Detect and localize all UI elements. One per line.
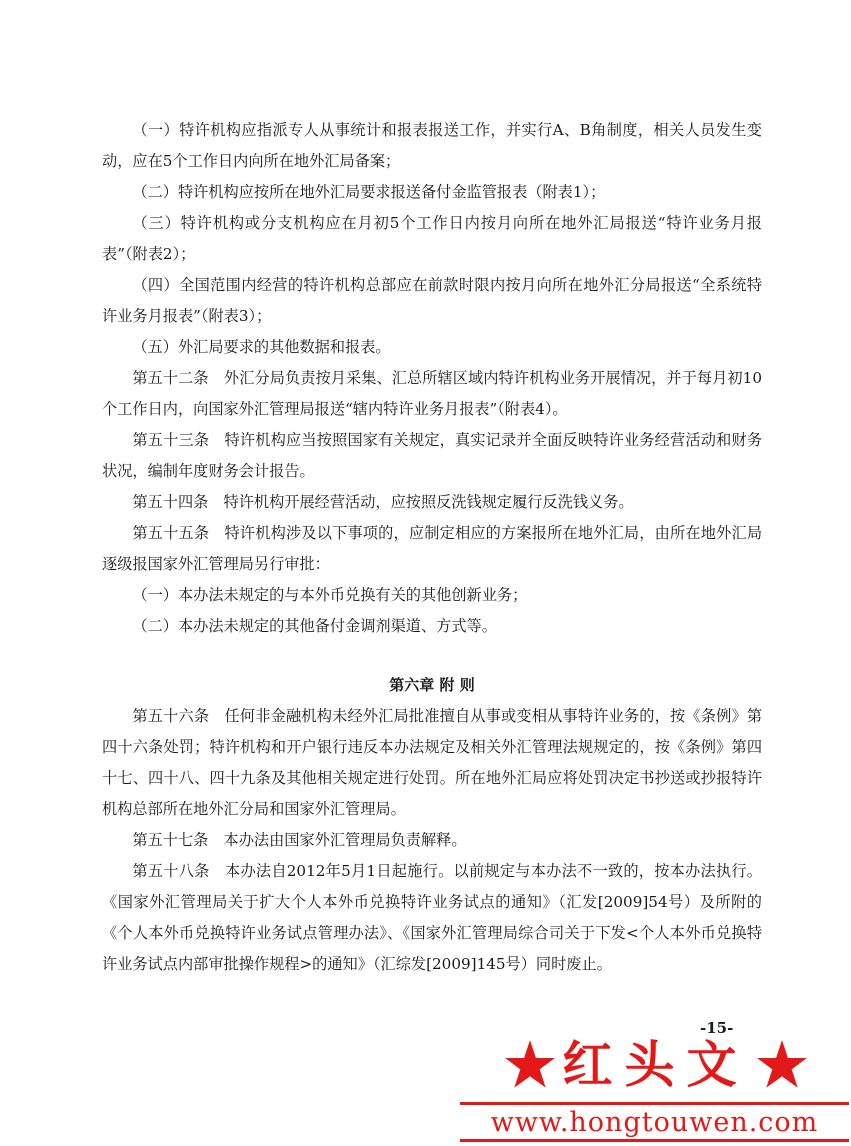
article-56: 第五十六条 任何非金融机构未经外汇局批准擅自从事或变相从事特许业务的，按《条例》第四十六条处罚；特许机构和开户银行违反本办法规定及相关外汇管理法规规定的，按《条例》第四十七、四十八、四十九条及其他相关规定进行处罚。所在地外汇局应将处罚决定书抄送或抄报特许机构总部所在地外汇分局和国家外汇管理局。 [102, 707, 762, 818]
watermark-url: www.hongtouwen.com [490, 1106, 819, 1138]
article-52: 第五十二条 外汇分局负责按月采集、汇总所辖区域内特许机构业务开展情况，并于每月初10个工作日内，向国家外汇管理局报送“辖内特许业务月报表”（附表4）。 [102, 369, 762, 418]
article-57: 第五十七条 本办法由国家外汇管理局负责解释。 [132, 831, 467, 849]
article-54: 第五十四条 特许机构开展经营活动，应按照反洗钱规定履行反洗钱义务。 [132, 493, 634, 511]
star-icon [755, 1038, 809, 1092]
watermark-logo [460, 1030, 851, 1146]
paragraph: （一）本办法未规定的与本外币兑换有关的其他创新业务； [132, 586, 528, 604]
article-53: 第五十三条 特许机构应当按照国家有关规定，真实记录并全面反映特许业务经营活动和财务状况，编制年度财务会计报告。 [102, 431, 762, 480]
paragraph: （二）本办法未规定的其他备付金调剂渠道、方式等。 [132, 617, 497, 635]
paragraph: （四）全国范围内经营的特许机构总部应在前款时限内按月向所在地外汇分局报送“全系统特许业务月报表”（附表3）； [102, 276, 762, 325]
paragraph: （五）外汇局要求的其他数据和报表。 [132, 338, 391, 356]
watermark-title: 红头文 [562, 1036, 749, 1094]
document-body [102, 115, 762, 980]
paragraph: （一）特许机构应指派专人从事统计和报表报送工作，并实行A、B角制度，相关人员发生变动，应在5个工作日内向所在地外汇局备案； [102, 121, 762, 170]
paragraph: （二）特许机构应按所在地外汇局要求报送备付金监管报表（附表1）； [132, 183, 606, 201]
article-58: 第五十八条 本办法自2012年5月1日起施行。以前规定与本办法不一致的，按本办法执行。《国家外汇管理局关于扩大个人本外币兑换特许业务试点的通知》（汇发[2009]54号）及所附的《个人本外币兑换特许业务试点管理办法》、《国家外汇管理局综合司关于下发<个人本外币兑换特许业务试点内部审批操作规程>的通知》（汇综发[2009]145号）同时废止。 [102, 862, 762, 973]
watermark-title-row [460, 1030, 851, 1100]
paragraph: （三）特许机构或分支机构应在月初5个工作日内按月向所在地外汇局报送“特许业务月报表”（附表2）； [102, 214, 762, 263]
chapter-title: 第六章 附 则 [389, 676, 475, 694]
watermark-url-box [460, 1102, 849, 1142]
star-icon [503, 1038, 557, 1092]
page-number: -15- [700, 1019, 734, 1037]
article-55: 第五十五条 特许机构涉及以下事项的，应制定相应的方案报所在地外汇局，由所在地外汇局逐级报国家外汇管理局另行审批： [102, 524, 762, 573]
